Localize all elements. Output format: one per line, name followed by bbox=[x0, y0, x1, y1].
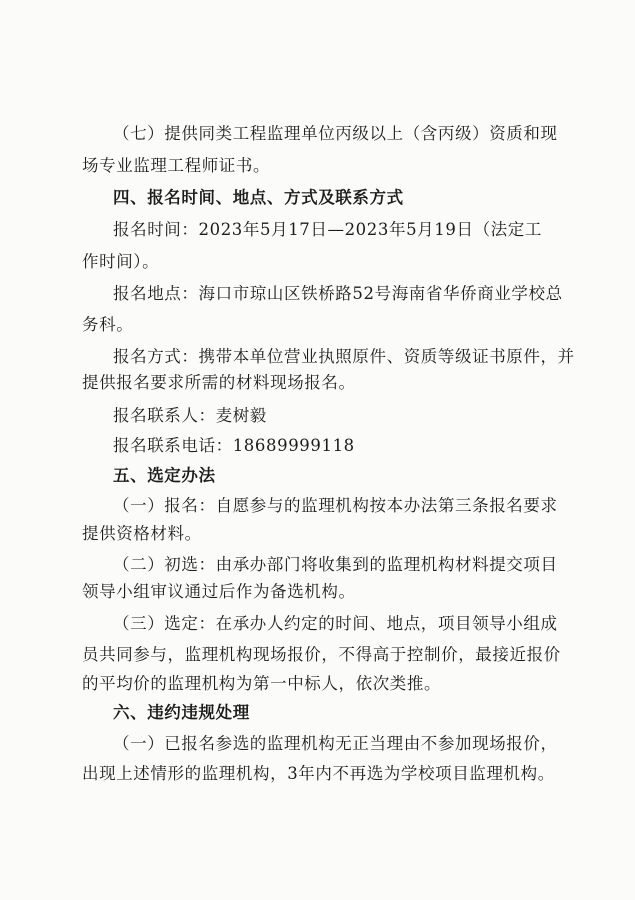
method-2-line-2: 领导小组审议通过后作为备选机构。 bbox=[82, 582, 356, 601]
clause-7-line-2: 场专业监理工程师证书。 bbox=[82, 156, 271, 175]
contact-person: 报名联系人：麦树毅 bbox=[113, 406, 267, 425]
method-3-line-1: （三）选定：在承办人约定的时间、地点，项目领导小组成 bbox=[113, 614, 558, 633]
violation-1-line-2: 出现上述情形的监理机构，3年内不再选为学校项目监理机构。 bbox=[82, 764, 555, 783]
section-4-heading: 四、报名时间、地点、方式及联系方式 bbox=[113, 188, 404, 207]
registration-method-line-1: 报名方式：携带本单位营业执照原件、资质等级证书原件，并 bbox=[113, 347, 575, 366]
registration-time-line-1: 报名时间：2023年5月17日—2023年5月19日（法定工 bbox=[113, 220, 542, 239]
method-1-line-1: （一）报名：自愿参与的监理机构按本办法第三条报名要求 bbox=[113, 496, 558, 515]
registration-place-line-1: 报名地点：海口市琼山区铁桥路52号海南省华侨商业学校总 bbox=[113, 284, 563, 303]
method-3-line-2: 员共同参与，监理机构现场报价，不得高于控制价，最接近报价 bbox=[82, 645, 561, 664]
method-1-line-2: 提供资格材料。 bbox=[82, 524, 202, 543]
method-3-line-3: 的平均价的监理机构为第一中标人，依次类推。 bbox=[82, 674, 442, 693]
registration-place-line-2: 务科。 bbox=[82, 315, 134, 334]
registration-method-line-2: 提供报名要求所需的材料现场报名。 bbox=[82, 373, 356, 392]
method-2-line-1: （二）初选：由承办部门将收集到的监理机构材料提交项目 bbox=[113, 555, 558, 574]
registration-time-line-2: 作时间）。 bbox=[82, 252, 160, 271]
contact-phone: 报名联系电话：18689999118 bbox=[113, 436, 355, 455]
violation-1-line-1: （一）已报名参选的监理机构无正当理由不参加现场报价， bbox=[113, 734, 558, 753]
clause-7-line-1: （七）提供同类工程监理单位丙级以上（含丙级）资质和现 bbox=[113, 124, 558, 143]
section-6-heading: 六、违约违规处理 bbox=[113, 703, 250, 722]
section-5-heading: 五、选定办法 bbox=[113, 466, 216, 485]
